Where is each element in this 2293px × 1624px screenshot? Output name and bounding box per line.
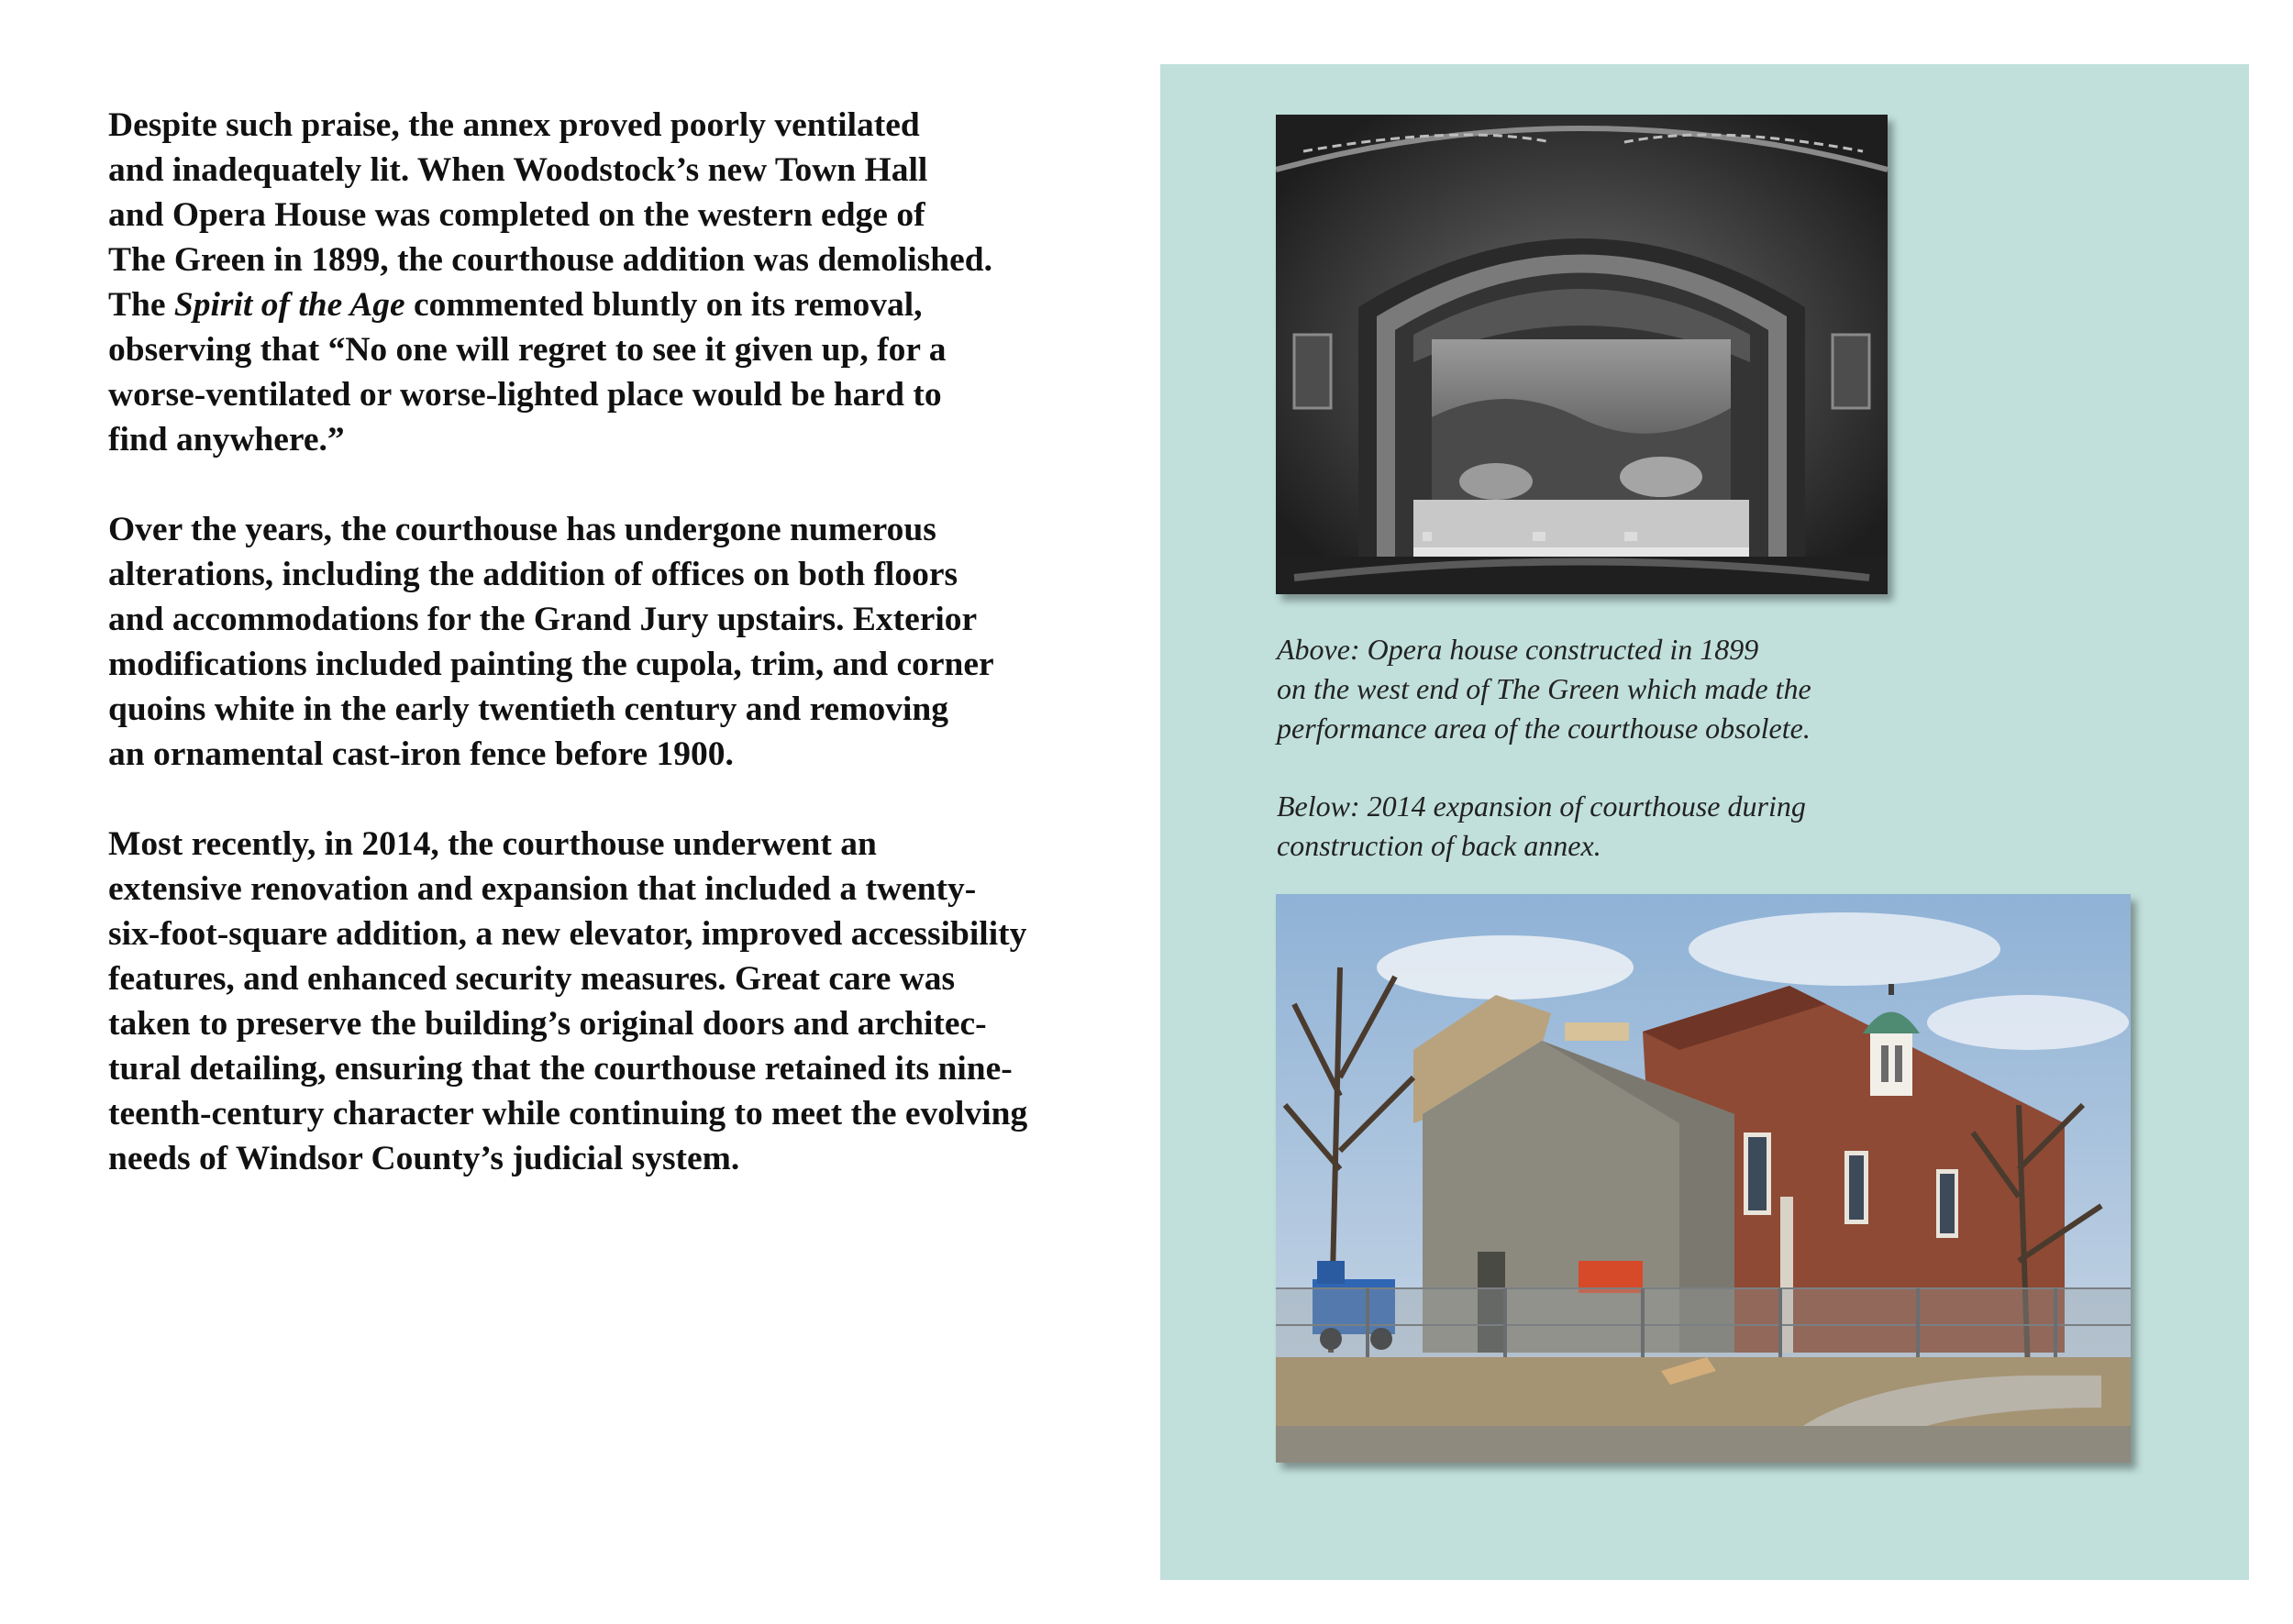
text-line: teenth-century character while continuing to meet the evolving (108, 1095, 1028, 1132)
body-text-column (108, 103, 1135, 1226)
text-line: needs of Windsor County’s judicial system. (108, 1140, 740, 1177)
newspaper-title: Spirit of the Age (173, 286, 405, 324)
text-line: and inadequately lit. When Woodstock’s new Town Hall (108, 151, 928, 189)
text-line: an ornamental cast-iron fence before 1900. (108, 735, 734, 773)
text-line: alterations, including the addition of offices on both floors (108, 556, 958, 593)
text-line: Despite such praise, the annex proved poorly ventilated (108, 106, 920, 144)
paragraph-renovation-2014 (108, 822, 1135, 1181)
caption-line: Above: Opera house constructed in 1899 (1277, 633, 1759, 666)
sidebar-panel (1160, 64, 2249, 1580)
text-line: six-foot-square addition, a new elevator, improved accessibility (108, 915, 1027, 953)
text-line: tural detailing, ensuring that the courthouse retained its nine- (108, 1050, 1013, 1088)
text-line: features, and enhanced security measures. Great care was (108, 960, 956, 998)
caption-line: on the west end of The Green which made the (1277, 672, 1811, 705)
caption-opera-house (1277, 630, 1811, 748)
paragraph-alterations (108, 507, 1135, 777)
text-line: quoins white in the early twentieth century and removing (108, 690, 948, 728)
text-line: worse-ventilated or worse-lighted place would be hard to (108, 376, 942, 414)
text-line: and Opera House was completed on the western edge of (108, 196, 925, 234)
caption-line: performance area of the courthouse obsolete. (1277, 712, 1811, 745)
text-line: extensive renovation and expansion that included a twenty- (108, 870, 977, 908)
text-fragment: commented bluntly on its removal, (404, 286, 923, 324)
caption-line: Below: 2014 expansion of courthouse during (1277, 790, 1806, 823)
text-fragment: The (108, 286, 174, 324)
caption-line: construction of back annex. (1277, 829, 1601, 862)
text-line: and accommodations for the Grand Jury upstairs. Exterior (108, 601, 978, 638)
courthouse-expansion-photo (1276, 894, 2131, 1463)
text-line: taken to preserve the building’s original doors and architec- (108, 1005, 987, 1043)
text-line: Over the years, the courthouse has undergone numerous (108, 511, 936, 548)
text-line: find anywhere.” (108, 421, 345, 458)
text-line: observing that “No one will regret to see it given up, for a (108, 331, 947, 369)
text-line: Most recently, in 2014, the courthouse underwent an (108, 825, 877, 863)
opera-house-photo (1276, 115, 1888, 594)
text-line: The Green in 1899, the courthouse addition was demolished. (108, 241, 992, 279)
caption-courthouse-expansion (1277, 787, 1806, 866)
paragraph-annex-removal (108, 103, 1135, 462)
text-line (108, 282, 1135, 327)
text-line: modifications included painting the cupola, trim, and corner (108, 646, 994, 683)
